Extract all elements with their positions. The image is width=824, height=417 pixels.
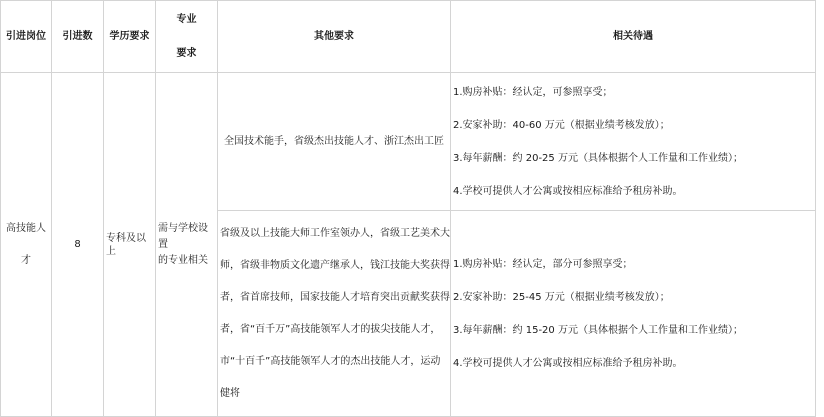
table-header [1, 1, 816, 73]
header-benefits: 相关待遇 [451, 1, 816, 73]
header-major-line2: 要求 [176, 47, 197, 59]
cell-position [1, 73, 52, 417]
cell-benefits-2 [451, 211, 816, 417]
benefit-item: 2.安家补助：40-60 万元（根据业绩考核发放）； [453, 119, 670, 131]
cell-other-requirements-2 [218, 211, 451, 417]
benefit-item: 1.购房补贴：经认定，可参照享受； [453, 86, 613, 98]
position-line2: 才 [21, 254, 31, 266]
header-education: 学历要求 [104, 1, 156, 73]
header-count: 引进数 [52, 1, 104, 73]
cell-count: 8 [52, 73, 104, 417]
requirement-line: 省级及以上技能大师工作室领办人，省级工艺美术大 [220, 227, 450, 239]
benefit-item: 3.每年薪酬：约 15-20 万元（具体根据个人工作量和工作业绩）； [453, 324, 743, 336]
header-major [156, 1, 218, 73]
position-line1: 高技能人 [6, 222, 46, 234]
requirement-line: 者，省首席技师，国家技能人才培育突出贡献奖获得 [220, 291, 450, 303]
requirement-line: 健将 [220, 387, 240, 399]
header-row [1, 1, 816, 73]
benefit-item: 4.学校可提供人才公寓或按相应标准给予租房补助。 [453, 357, 683, 369]
benefit-item: 2.安家补助：25-45 万元（根据业绩考核发放）； [453, 291, 670, 303]
benefit-item: 1.购房补贴：经认定，部分可参照享受； [453, 258, 633, 270]
header-major-line1: 专业 [176, 13, 197, 25]
requirement-line: 者，省“百千万”高技能领军人才的拔尖技能人才， [220, 323, 441, 335]
major-line2: 的专业相关 [158, 254, 208, 266]
header-position: 引进岗位 [1, 1, 52, 73]
cell-education: 专科及以上 [104, 73, 156, 417]
header-other: 其他要求 [218, 1, 451, 73]
requirement-line: 市“十百千”高技能领军人才的杰出技能人才，运动 [220, 355, 441, 367]
requirement-line: 师，省级非物质文化遗产继承人，钱江技能大奖获得 [220, 259, 450, 271]
major-line1: 需与学校设置 [158, 222, 208, 250]
cell-major [156, 73, 218, 417]
benefit-item: 3.每年薪酬：约 20-25 万元（具体根据个人工作量和工作业绩）； [453, 152, 743, 164]
cell-benefits-1 [451, 73, 816, 211]
table-row [1, 73, 816, 211]
cell-other-requirements-1: 全国技术能手，省级杰出技能人才、浙江杰出工匠 [218, 73, 451, 211]
benefit-item: 4.学校可提供人才公寓或按相应标准给予租房补助。 [453, 185, 683, 197]
